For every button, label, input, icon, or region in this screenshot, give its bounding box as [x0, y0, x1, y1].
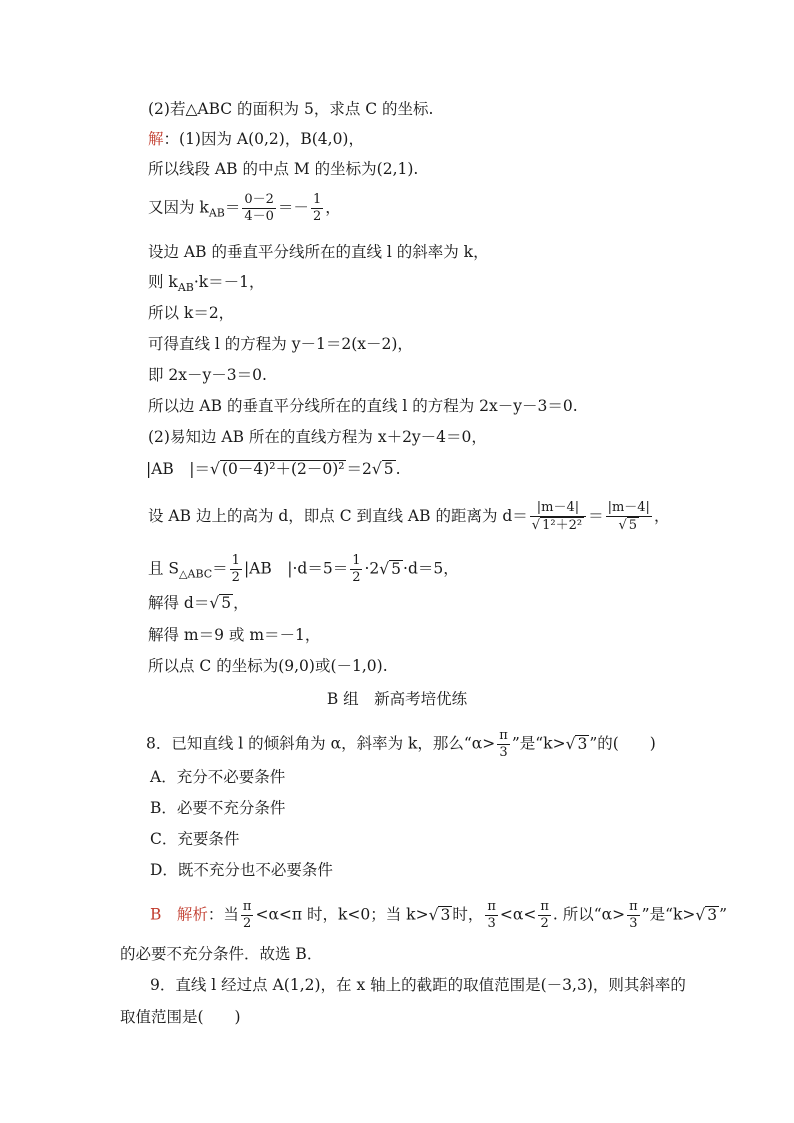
sqrt: √ 5 [618, 518, 638, 533]
line-final-answer: 所以点 C 的坐标为(9,0)或(－1,0). [148, 657, 388, 675]
text: ”是“k> [641, 905, 696, 924]
numerator: π [487, 899, 496, 914]
line-part2-question: (2)若△ABC 的面积为 5，求点 C 的坐标. [148, 100, 434, 118]
denominator: 3 [629, 916, 638, 931]
fraction [627, 899, 640, 932]
numerator: 0－2 [244, 192, 274, 207]
denominator: 2 [540, 916, 549, 931]
radicand: 1²＋2² [542, 518, 583, 533]
fraction [530, 500, 586, 534]
subscript: AB [177, 281, 194, 294]
option-c: C．充要条件 [150, 830, 240, 848]
text: ：当 [207, 905, 239, 924]
text: 设 AB 边上的高为 d，即点 C 到直线 AB 的距离为 d＝ [148, 507, 528, 525]
text: . [395, 460, 401, 478]
line-equation: 可得直线 l 的方程为 y－1＝2(x－2)， [148, 335, 413, 353]
text: <α<π 时，k<0；当 k> [255, 905, 429, 924]
sqrt: √ 1²＋2² [531, 518, 583, 533]
sqrt: √ 5 [209, 594, 232, 612]
radicand: 5 [628, 518, 638, 533]
numerator: π [540, 899, 549, 914]
radicand: 5 [391, 559, 402, 578]
line-part2-start: (2)易知边 AB 所在的直线方程为 x＋2y－4＝0， [148, 428, 487, 446]
text: ·2 [364, 559, 380, 578]
line-conclusion-1: 所以边 AB 的垂直平分线所在的直线 l 的方程为 2x－y－3＝0. [148, 397, 578, 415]
text: |AB |＝ [146, 460, 211, 478]
text: 时， [452, 905, 484, 924]
text: ， [233, 594, 249, 612]
line-slope-ab [148, 192, 341, 225]
line-k-value: 所以 k＝2， [148, 304, 235, 322]
radicand: 3 [440, 905, 451, 924]
option-b: B．必要不充分条件 [150, 799, 286, 817]
line-perp-slope: 设边 AB 的垂直平分线所在的直线 l 的斜率为 k， [148, 243, 489, 261]
question-9-line1: 9．直线 l 经过点 A(1,2)，在 x 轴上的截距的取值范围是(－3,3)，则其斜率的 [150, 976, 686, 994]
numerator: π [242, 899, 252, 914]
denominator: 3 [487, 916, 496, 931]
denominator: 2 [243, 916, 252, 931]
line-d-value [148, 593, 249, 613]
answer-8-line2: 的必要不充分条件．故选 B． [120, 945, 323, 963]
sqrt: √ (0－4)²＋(2－0)² [210, 460, 345, 478]
fraction [241, 899, 254, 932]
text: ·k＝－1， [193, 273, 265, 291]
radicand: 3 [707, 905, 718, 924]
sqrt: √ 5 [379, 559, 402, 578]
line-m-values: 解得 m＝9 或 m＝－1， [148, 626, 321, 644]
fraction [538, 899, 551, 932]
fraction [311, 192, 323, 225]
numerator: |m－4| [530, 500, 586, 517]
section-heading: B 组 新高考培优练 [326, 690, 468, 708]
numerator: 1 [352, 553, 361, 568]
numerator: π [629, 899, 638, 914]
text: ＝－ [277, 198, 309, 217]
text: |AB |·d＝5＝ [243, 559, 349, 578]
fraction [485, 899, 498, 932]
radicand: 3 [577, 734, 588, 753]
text: ＝2 [346, 460, 372, 478]
denominator: 2 [352, 570, 361, 585]
fraction [230, 553, 242, 586]
solution-label: 解 [148, 130, 164, 148]
text: 8．已知直线 l 的倾斜角为 α，斜率为 k，那么“α> [146, 734, 496, 753]
line-product [148, 272, 265, 298]
text: . 所以“α> [552, 905, 626, 924]
text: ＝ [212, 559, 228, 578]
text: 则 k [148, 273, 178, 291]
subscript: AB [208, 206, 225, 220]
text: ＝ [224, 198, 241, 217]
text: ， [653, 507, 670, 525]
numerator: 1 [312, 192, 322, 207]
denominator: 2 [312, 209, 322, 224]
denominator: 2 [231, 570, 240, 585]
text: <α< [499, 905, 537, 924]
solution-text: ：(1)因为 A(0,2)，B(4,0)， [163, 130, 364, 148]
denominator [530, 517, 586, 534]
numerator: 1 [231, 553, 240, 568]
line-solution-start [148, 129, 364, 149]
text: 且 S [148, 559, 180, 578]
line-area [148, 553, 459, 586]
numerator: |m－4| [607, 500, 650, 515]
question-9-line2: 取值范围是( ) [120, 1008, 241, 1026]
text: ”是“k> [511, 734, 566, 753]
radicand: 5 [383, 460, 394, 478]
line-midpoint: 所以线段 AB 的中点 M 的坐标为(2,1). [148, 160, 419, 178]
text: 又因为 k [148, 198, 209, 217]
radicand: 5 [221, 594, 232, 612]
radicand: (0－4)²＋(2－0)² [221, 460, 345, 478]
denominator: 3 [499, 745, 508, 760]
fraction [606, 500, 652, 534]
sqrt: √ 3 [565, 734, 588, 753]
text: ·d＝5， [403, 559, 459, 578]
fraction [350, 553, 362, 586]
sqrt: √ 3 [428, 905, 451, 924]
text: ”的( ) [589, 734, 656, 753]
text: 解得 d＝ [148, 594, 210, 612]
numerator: π [499, 728, 508, 743]
fraction [497, 728, 510, 761]
text: ＝ [588, 507, 604, 525]
text: ， [325, 198, 341, 217]
option-d: D．既不充分也不必要条件 [150, 861, 333, 879]
line-ab-length [146, 459, 401, 479]
sqrt: √ 3 [695, 905, 718, 924]
denominator [606, 517, 652, 534]
sqrt: √ 5 [371, 460, 394, 478]
fraction [242, 192, 276, 225]
text: ” [719, 905, 728, 924]
subscript: △ABC [179, 567, 213, 581]
line-distance [148, 500, 669, 534]
answer-8 [150, 899, 727, 932]
question-8 [146, 728, 656, 761]
option-a: A．充分不必要条件 [150, 768, 286, 786]
answer-label: B 解析 [150, 905, 208, 924]
line-simplified: 即 2x－y－3＝0. [148, 366, 267, 384]
denominator: 4－0 [244, 209, 274, 224]
